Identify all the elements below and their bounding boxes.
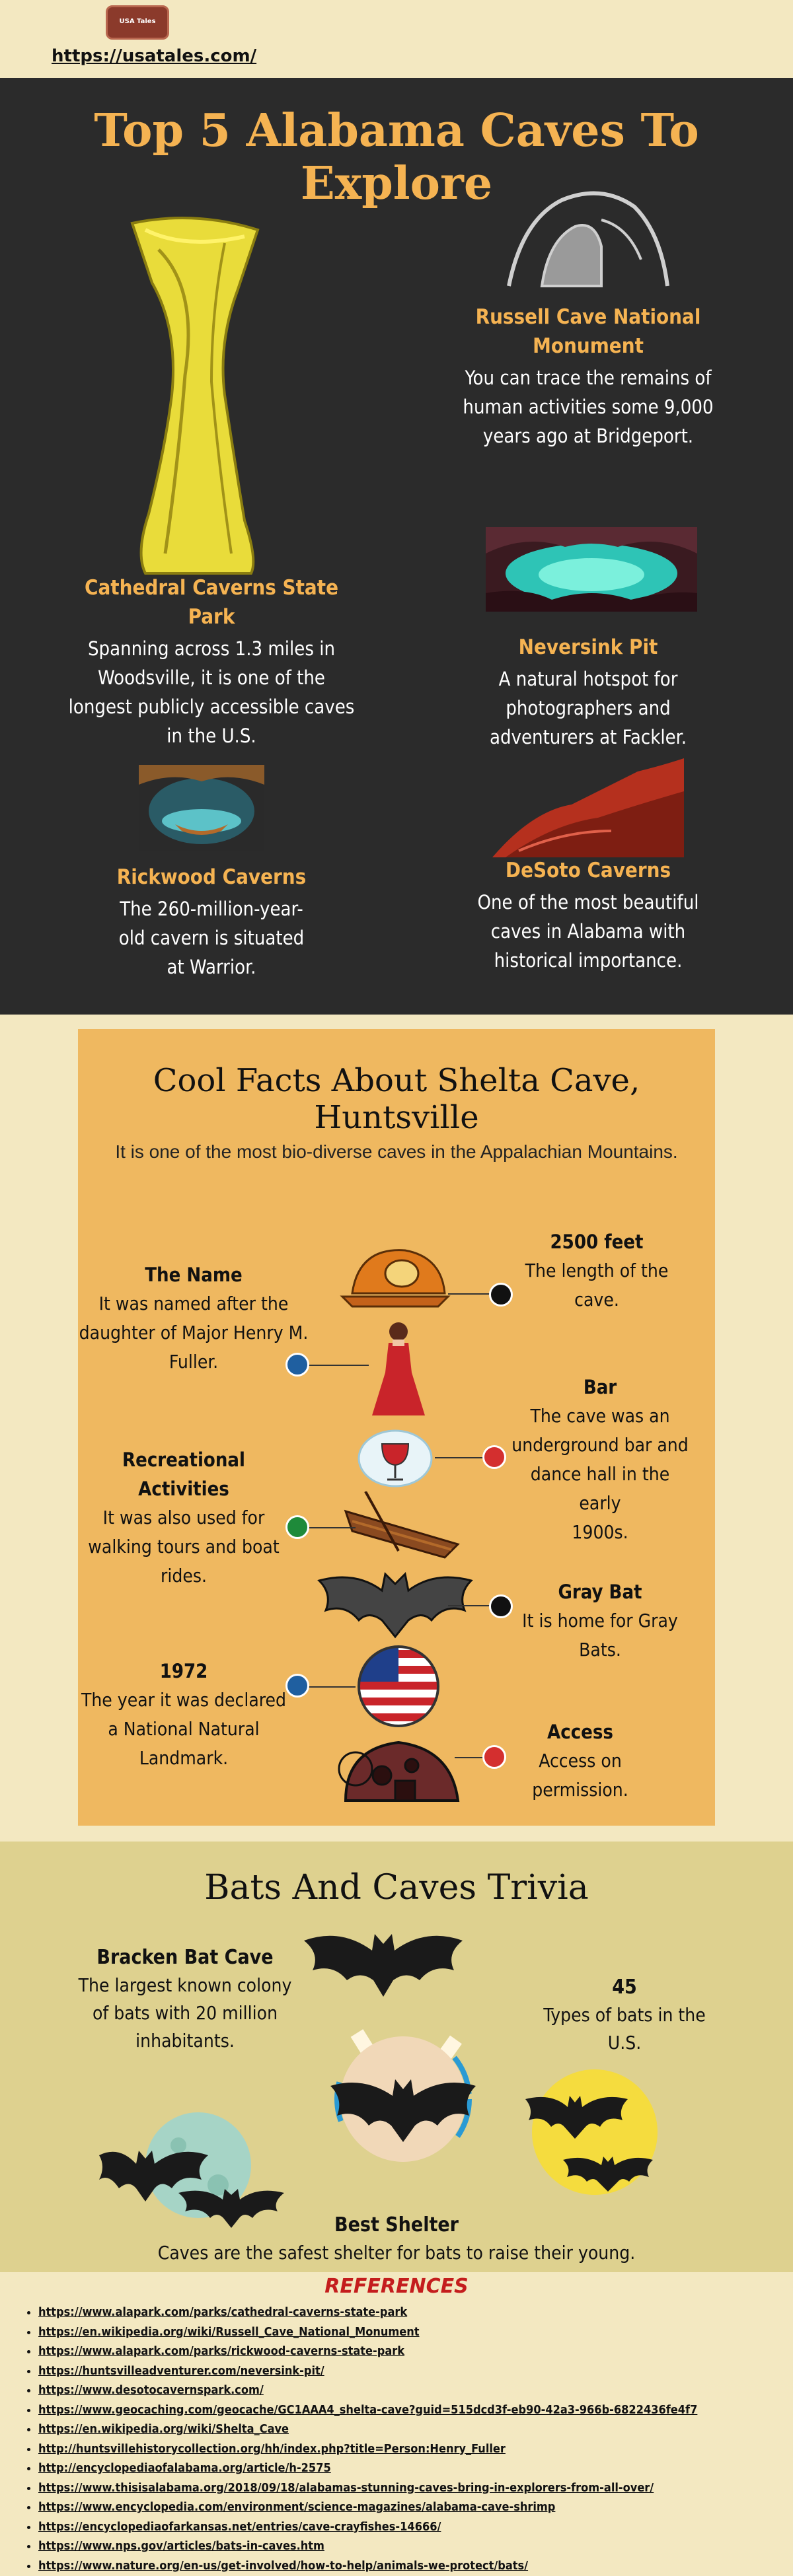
- trivia-45-types: 45 Types of bats in the U.S.: [543, 1976, 706, 2054]
- list-item: [38, 2380, 778, 2400]
- woman-figure-icon: [369, 1320, 428, 1419]
- connector-line: [448, 1605, 494, 1606]
- bats-trivia-section: [0, 1842, 793, 2272]
- reference-link[interactable]: https://www.encyclopedia.com/environment/science-magazines/alabama-cave-shrimp: [38, 2500, 556, 2514]
- wine-glass-icon: [356, 1425, 435, 1491]
- list-item: [38, 2478, 778, 2498]
- cave-desc: You can trace the remains of human activities some 9,000 years ago at Bridgeport.: [463, 367, 714, 447]
- list-item: [38, 2497, 778, 2517]
- list-item: [38, 2342, 778, 2361]
- reference-link[interactable]: https://encyclopediaofarkansas.net/entries/cave-crayfishes-14666/: [38, 2519, 441, 2534]
- top-bat-icon: [301, 1927, 466, 2000]
- section-subtitle: It is one of the most bio-diverse caves in the Appalachian Mountains.: [115, 1141, 678, 1162]
- list-item: [38, 2303, 778, 2322]
- marker-dot: [482, 1445, 506, 1469]
- references-section: [0, 2272, 793, 2576]
- rickwood-caverns-image: [139, 765, 264, 851]
- site-logo[interactable]: [106, 5, 169, 40]
- reference-link[interactable]: https://www.thisisalabama.org/2018/09/18/alabamas-stunning-caves-bring-in-explorers-from-all-over/: [38, 2480, 654, 2495]
- gray-bat-icon: [316, 1564, 474, 1643]
- fact-length: 2500 feet The length of the cave.: [525, 1231, 669, 1310]
- cave-desc: Spanning across 1.3 miles in Woodsville, it is one of the longest publicly accessible caves in the U.S.: [68, 637, 355, 747]
- marker-dot: [285, 1515, 309, 1539]
- fact-recreational: Recreational Activities It was also used for walking tours and boat rides.: [88, 1449, 280, 1587]
- cave-name: Russell Cave National: [475, 305, 701, 329]
- logo-text: USA Tales: [119, 18, 156, 25]
- list-item: [38, 2517, 778, 2537]
- top-caves-section: [0, 78, 793, 1015]
- list-item: [38, 2439, 778, 2459]
- hard-hat-icon: [339, 1240, 451, 1313]
- boat-icon: [339, 1491, 465, 1564]
- references-list: [38, 2303, 778, 2575]
- reference-link[interactable]: https://www.nature.org/en-us/get-involved/how-to-help/animals-we-protect/bats/: [38, 2558, 529, 2573]
- cave-desc: A natural hotspot for photographers and adventurers at Fackler.: [489, 668, 687, 748]
- reference-link[interactable]: http://huntsvillehistorycollection.org/hh/index.php?title=Person:Henry_Fuller: [38, 2441, 506, 2456]
- desoto-caverns-image: [492, 758, 684, 857]
- fact-access: Access Access on permission.: [532, 1721, 628, 1801]
- cave-name: Cathedral Caverns State: [85, 576, 338, 600]
- reference-link[interactable]: https://huntsvilleadventurer.com/neversink-pit/: [38, 2363, 324, 2378]
- reference-link[interactable]: https://www.alapark.com/parks/cathedral-caverns-state-park: [38, 2305, 408, 2319]
- connector-line: [303, 1365, 369, 1366]
- cave-name: Monument: [533, 334, 644, 358]
- references-title: REFERENCES: [324, 2275, 469, 2298]
- reference-link[interactable]: https://en.wikipedia.org/wiki/Russell_Cave_National_Monument: [38, 2324, 420, 2339]
- cave-name: Rickwood Caverns: [116, 865, 307, 889]
- connector-line: [435, 1457, 488, 1458]
- list-item: [38, 2536, 778, 2556]
- page-header: [0, 0, 793, 78]
- connector-line: [303, 1686, 356, 1688]
- cave-name: DeSoto Caverns: [505, 859, 671, 882]
- marker-dot: [482, 1745, 506, 1769]
- list-item: [38, 2361, 778, 2381]
- fact-gray-bat: Gray Bat It is home for Gray Bats.: [522, 1581, 678, 1661]
- bats-right-moon-icon: [522, 2066, 667, 2198]
- neversink-pit-image: [486, 527, 697, 612]
- list-item: [38, 2322, 778, 2342]
- reference-link[interactable]: https://www.alapark.com/parks/rickwood-caverns-state-park: [38, 2344, 405, 2358]
- reference-link[interactable]: http://encyclopediaofalabama.org/article/h-2575: [38, 2461, 331, 2475]
- cave-outline-icon: [502, 180, 674, 293]
- cave-item-desoto: [456, 856, 720, 975]
- cave-house-icon: [332, 1729, 471, 1802]
- page-title: Top 5 Alabama Caves To Explore: [94, 104, 699, 210]
- list-item: [38, 2419, 778, 2439]
- cave-item-rickwood: [79, 863, 344, 982]
- trivia-bracken: Bracken Bat Cave The largest known colony of bats with 20 million inhabitants.: [78, 1946, 292, 2052]
- cave-desc: The 260-million-year- old cavern is situated at Warrior.: [118, 898, 305, 978]
- stalagmite-illustration: [119, 210, 271, 580]
- reference-link[interactable]: https://www.geocaching.com/geocache/GC1AAA4_shelta-cave?guid=515dcd3f-eb90-42a3-966b-6822436fe4f7: [38, 2402, 698, 2417]
- connector-line: [303, 1527, 356, 1528]
- cave-item-neversink: [456, 633, 720, 752]
- cool-facts-section: [0, 1015, 793, 1842]
- list-item: [38, 2400, 778, 2420]
- section-title: Cool Facts About Shelta Cave, Huntsville: [153, 1062, 640, 1136]
- reference-link[interactable]: https://www.nps.gov/articles/bats-in-caves.htm: [38, 2539, 324, 2553]
- cave-item-cathedral: [53, 573, 370, 750]
- connector-line: [448, 1293, 494, 1295]
- section-title: Bats And Caves Trivia: [204, 1868, 589, 1908]
- cave-name: Park: [188, 605, 235, 629]
- cool-facts-card: [78, 1029, 715, 1826]
- site-url-link[interactable]: https://usatales.com/: [52, 46, 257, 66]
- reference-link[interactable]: https://www.desotocavernspark.com/: [38, 2383, 264, 2397]
- marker-dot: [489, 1594, 513, 1618]
- us-flag-icon: [356, 1643, 441, 1729]
- bat-on-moon-icon: [317, 2020, 489, 2172]
- list-item: [38, 2556, 778, 2576]
- reference-link[interactable]: https://en.wikipedia.org/wiki/Shelta_Cave: [38, 2422, 289, 2436]
- list-item: [38, 2458, 778, 2478]
- trivia-best-shelter: Best Shelter Caves are the safest shelter for bats to raise their young.: [157, 2213, 636, 2264]
- fact-1972: 1972 The year it was declared a National Natural Landmark.: [81, 1660, 287, 1769]
- marker-dot: [489, 1283, 513, 1306]
- cave-desc: One of the most beautiful caves in Alabama with historical importance.: [477, 891, 699, 972]
- cave-item-russell: [449, 303, 727, 450]
- cave-name: Neversink Pit: [518, 635, 658, 659]
- fact-bar: Bar The cave was an underground bar and dance hall in the early 1900s.: [511, 1376, 689, 1543]
- fact-name: The Name It was named after the daughter of Major Henry M. Fuller.: [79, 1264, 309, 1373]
